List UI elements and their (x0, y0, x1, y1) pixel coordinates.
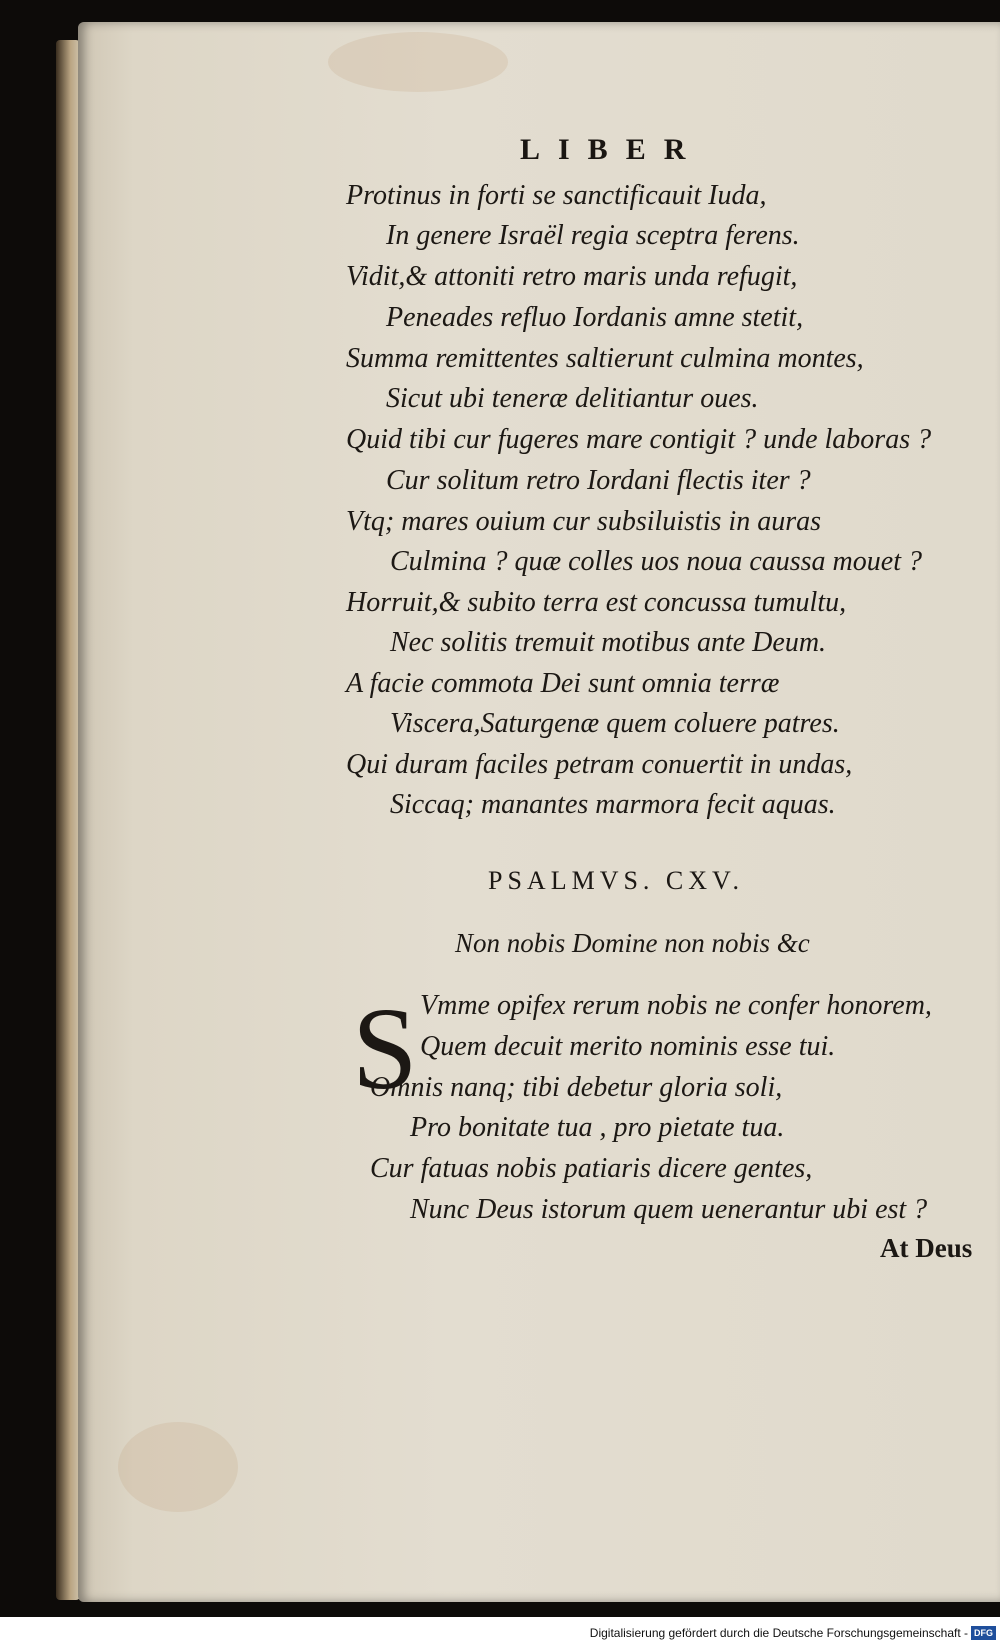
verse-line: Summa remittentes saltierunt culmina montes, (346, 343, 864, 374)
verse-line: Nec solitis tremuit motibus ante Deum. (390, 627, 827, 658)
paper-stain (118, 1422, 238, 1512)
psalm-line: Omnis nanq; tibi debetur gloria soli, (370, 1072, 783, 1103)
psalm-line: Quem decuit merito nominis esse tui. (420, 1031, 836, 1062)
footer-credit: Digitalisierung gefördert durch die Deutsche Forschungsgemeinschaft - (589, 1626, 968, 1640)
verse-line: In genere Israël regia sceptra ferens. (386, 220, 800, 251)
psalm-incipit: Non nobis Domine non nobis &c (455, 928, 810, 958)
verse-line: Siccaq; manantes marmora fecit aquas. (390, 789, 836, 820)
running-head: LIBER (520, 133, 704, 166)
footer-bar (0, 1617, 1000, 1647)
verse-line: Protinus in forti se sanctificauit Iuda, (346, 180, 767, 211)
drop-cap: S (352, 983, 418, 1114)
verse-line: Sicut ubi teneræ delitiantur oues. (386, 383, 759, 414)
verse-line: Cur solitum retro Iordani flectis iter ? (386, 465, 811, 496)
psalm-line: Vmme opifex rerum nobis ne confer honorem, (420, 990, 932, 1021)
paper-stain (328, 32, 508, 92)
verse-line: Quid tibi cur fugeres mare contigit ? unde laboras ? (346, 424, 932, 455)
psalm-line: Cur fatuas nobis patiaris dicere gentes, (370, 1153, 813, 1184)
catchword: At Deus (880, 1233, 973, 1263)
psalm-line: Nunc Deus istorum quem uenerantur ubi est ? (410, 1194, 928, 1225)
verse-line: Horruit,& subito terra est concussa tumultu, (346, 587, 847, 618)
verse-line: Peneades refluo Iordanis amne stetit, (386, 302, 804, 333)
verse-line: A facie commota Dei sunt omnia terræ (346, 668, 780, 699)
dfg-logo: DFG (971, 1626, 996, 1640)
page-edge (56, 40, 80, 1600)
verse-line: Viscera,Saturgenæ quem coluere patres. (390, 708, 840, 739)
verse-line: Vidit,& attoniti retro maris unda refugit, (346, 261, 798, 292)
verse-line: Qui duram faciles petram conuertit in undas, (346, 749, 853, 780)
psalm-heading: PSALMVS. CXV. (488, 866, 744, 895)
verse-line: Culmina ? quæ colles uos noua caussa mouet ? (390, 546, 922, 577)
verse-line: Vtq; mares ouium cur subsiluistis in auras (346, 506, 821, 537)
psalm-line: Pro bonitate tua , pro pietate tua. (410, 1112, 785, 1143)
